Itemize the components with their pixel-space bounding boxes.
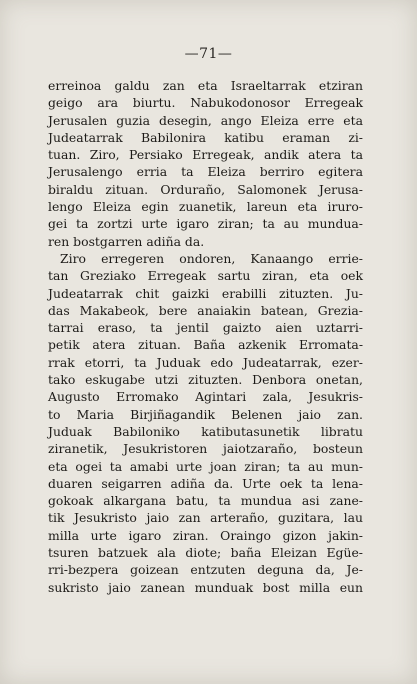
body-text [48,77,363,596]
paragraph [48,250,363,596]
text-line: gokoak alkargana batu, ta mundua asi zane- [48,493,363,509]
text-line: Augusto Erromako Agintari zala, Jesukris- [48,389,363,405]
text-line: tsuren batzuek ala diote; baña Eleizan Egüe- [48,545,363,561]
text-line: tarrai eraso, ta jentil gaizto aien uztarri- [48,320,363,336]
text-line: eta ogei ta amabi urte joan ziran; ta au mun- [48,458,363,474]
text-line: tan Greziako Erregeak sartu ziran, eta oek [48,268,363,284]
text-line: ziranetik, Jesukristoren jaiotzaraño, bosteun [48,441,363,457]
text-line: tuan. Ziro, Persiako Erregeak, andik atera ta [48,147,363,163]
text-line: rri-bezpera goizean entzuten deguna da, Je- [48,562,363,578]
paragraph [48,77,363,250]
text-line: lengo Eleiza egin zuanetik, lareun eta iruro- [48,199,363,215]
text-line: Ziro erregeren ondoren, Kanaango errie- [60,250,363,266]
text-line: petik atera zituan. Baña azkenik Erromata- [48,337,363,353]
text-line: Jerusalengo erria ta Eleiza berriro egitera [48,164,363,180]
page-number: —71— [184,46,233,62]
text-line: erreinoa galdu zan eta Israeltarrak etziran [48,78,363,93]
text-line: ren bostgarren adiña da. [48,233,205,249]
text-line: Juduak Babiloniko katibutasunetik libratu [48,423,363,439]
text-line: sukristo jaio zanean munduak bost milla eun [48,579,363,595]
text-line: milla urte igaro ziran. Oraingo gizon jakin- [48,527,363,543]
text-line: biraldu zituan. Orduraño, Salomonek Jerusa- [48,181,363,197]
text-line: geigo ara biurtu. Nabukodonosor Erregeak [48,95,363,111]
text-line: Jerusalen guzia desegin, ango Eleiza erre eta [48,112,363,128]
text-line: to Maria Birjiñagandik Belenen jaio zan. [48,406,363,422]
text-line: Judeatarrak chit gaizki erabilli zituzten. Ju- [48,285,363,301]
text-line: das Makabeok, bere anaiakin batean, Grezia- [48,302,363,318]
text-line: gei ta zortzi urte igaro ziran; ta au mundua- [48,216,363,232]
text-line: rrak etorri, ta Juduak edo Judeatarrak, ezer- [48,354,363,370]
text-line: Judeatarrak Babilonira katibu eraman zi- [48,129,363,145]
text-line: tik Jesukristo jaio zan arteraño, guzitara, lau [48,510,363,526]
text-line: duaren seigarren adiña da. Urte oek ta lena- [48,475,363,491]
text-line: tako eskugabe utzi zituzten. Denbora onetan, [48,372,363,388]
